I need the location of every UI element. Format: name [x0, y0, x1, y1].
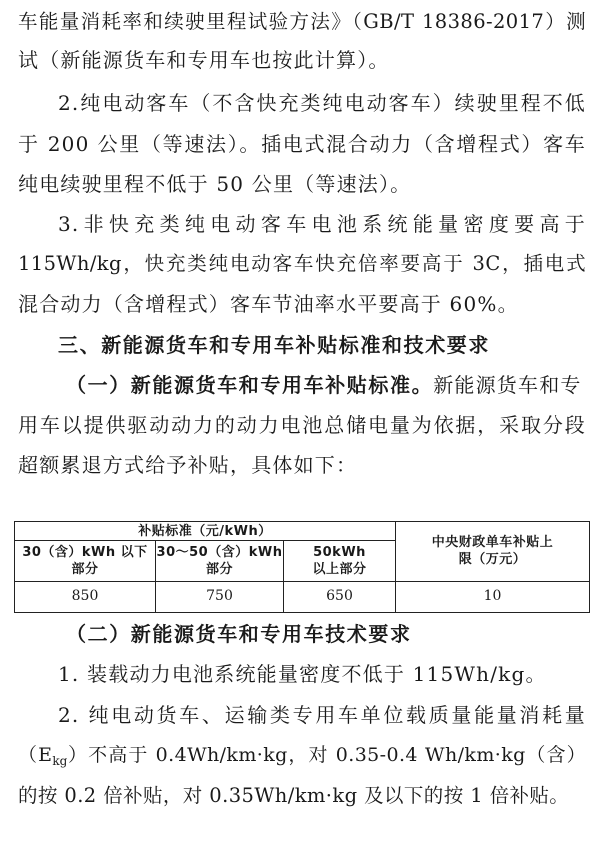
- paragraph-line: 115Wh/kg，快充类纯电动客车快充倍率要高于 3C，插电式: [18, 252, 586, 275]
- subsection-heading: （一）新能源货车和专用车补贴标准。: [66, 373, 434, 397]
- paragraph-line: 用车以提供驱动动力的动力电池总储电量为依据，采取分段: [18, 413, 586, 437]
- paragraph-line: 纯电续驶里程不低于 50 公里（等速法）。: [18, 172, 412, 196]
- paragraph-line: 混合动力（含增程式）客车节油率水平要高于 60%。: [18, 292, 519, 316]
- paragraph-line: 3.非快充类纯电动客车电池系统能量密度要高于: [58, 212, 586, 236]
- table-cell: 850: [15, 581, 156, 612]
- requirement-item: 1. 装载动力电池系统能量密度不低于 115Wh/kg。: [58, 662, 547, 686]
- table-header-cap: 中央财政单车补贴上 限（万元）: [396, 522, 590, 582]
- paragraph-line: 2.纯电动客车（不含快充类纯电动客车）续驶里程不低: [58, 91, 586, 115]
- paragraph-line: 超额累退方式给予补贴，具体如下：: [18, 453, 358, 477]
- table-header-cell: 30（含）kWh 以下 部分: [15, 541, 156, 581]
- requirement-line: 的按 0.2 倍补贴，对 0.35Wh/km·kg 及以下的按 1 倍补贴。: [18, 784, 570, 807]
- table-cell: 10: [396, 581, 590, 612]
- paragraph-text: 新能源货车和专: [433, 373, 582, 397]
- table-header-cell: 30～50（含）kWh 部分: [156, 541, 284, 581]
- table-header-cell: 50kWh 以上部分: [284, 541, 396, 581]
- table-group-header: 补贴标准（元/kWh）: [15, 522, 396, 541]
- paragraph-line: 试（新能源货车和专用车也按此计算）。: [18, 48, 390, 72]
- subsidy-table: [14, 521, 590, 613]
- subsection-heading: （二）新能源货车和专用车技术要求: [66, 622, 412, 646]
- requirement-item: 2. 纯电动货车、运输类专用车单位载质量能量消耗量: [58, 703, 586, 727]
- paragraph-line: 于 200 公里（等速法）。插电式混合动力（含增程式）客车: [18, 132, 586, 156]
- subsection-paragraph: [66, 370, 586, 400]
- section-heading: 三、新能源货车和专用车补贴标准和技术要求: [58, 333, 490, 357]
- paragraph-line: 车能量消耗率和续驶里程试验方法》（GB/T 18386-2017）测: [18, 10, 586, 33]
- requirement-line: $(E_{kg})$不高于 0.4Wh/km·kg，对 0.35-0.4 Wh/km·kg（含）: [18, 744, 587, 768]
- table-cell: 650: [284, 581, 396, 612]
- table-cell: 750: [156, 581, 284, 612]
